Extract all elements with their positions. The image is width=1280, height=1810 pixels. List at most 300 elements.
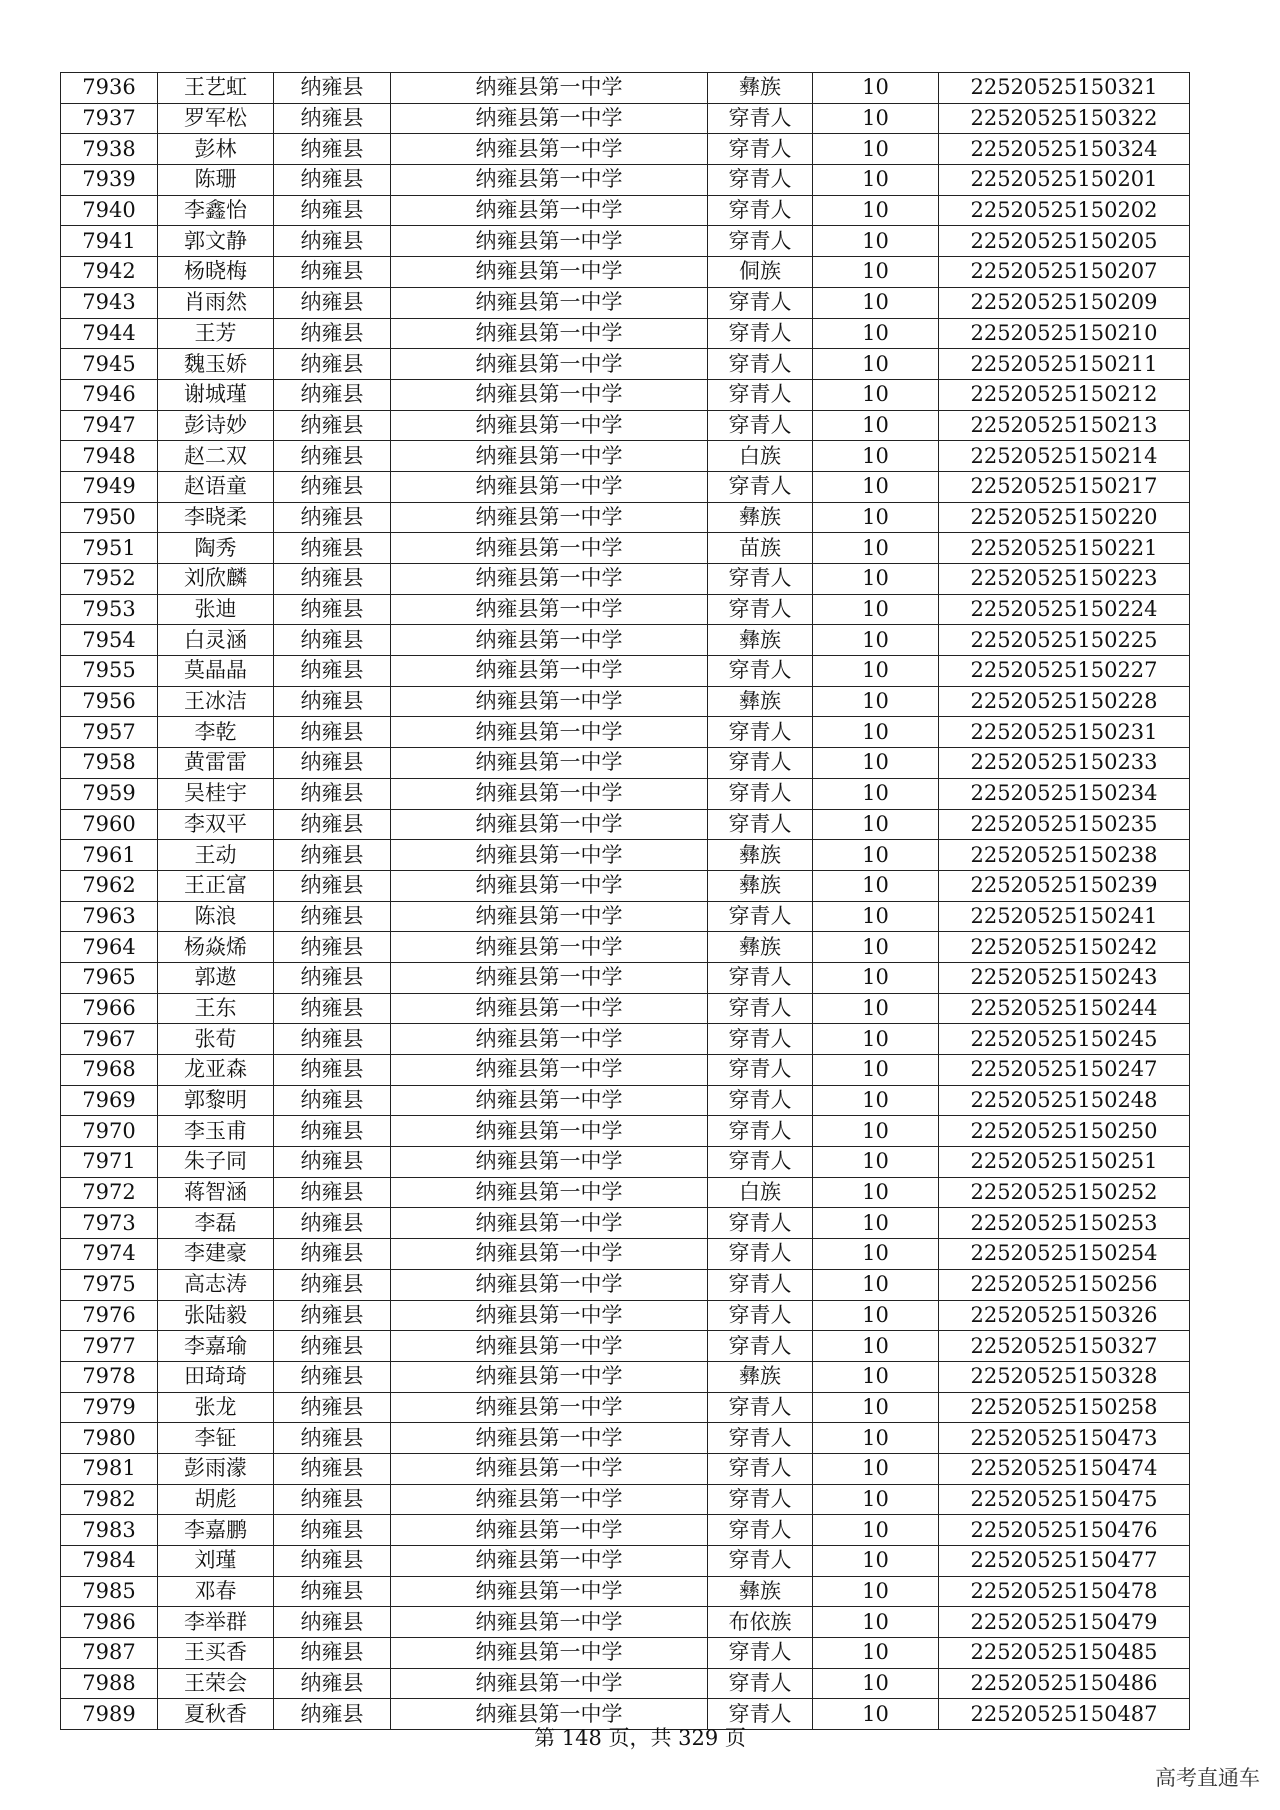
cell-ethnicity: 穿青人 xyxy=(708,165,813,196)
cell-score: 10 xyxy=(813,379,939,410)
cell-number: 7954 xyxy=(61,625,158,656)
cell-number: 7965 xyxy=(61,962,158,993)
cell-county: 纳雍县 xyxy=(274,441,391,472)
cell-name: 王买香 xyxy=(158,1638,274,1669)
cell-name: 陶秀 xyxy=(158,533,274,564)
cell-school: 纳雍县第一中学 xyxy=(391,1484,708,1515)
cell-number: 7976 xyxy=(61,1300,158,1331)
cell-school: 纳雍县第一中学 xyxy=(391,962,708,993)
table-row xyxy=(61,686,1190,717)
table-row xyxy=(61,1300,1190,1331)
cell-number: 7982 xyxy=(61,1484,158,1515)
table-row xyxy=(61,134,1190,165)
cell-school: 纳雍县第一中学 xyxy=(391,1392,708,1423)
cell-score: 10 xyxy=(813,1208,939,1239)
cell-score: 10 xyxy=(813,717,939,748)
table-row xyxy=(61,717,1190,748)
table-row xyxy=(61,778,1190,809)
cell-exam-id: 22520525150473 xyxy=(939,1423,1190,1454)
cell-number: 7949 xyxy=(61,471,158,502)
table-row xyxy=(61,1239,1190,1270)
cell-ethnicity: 穿青人 xyxy=(708,778,813,809)
cell-ethnicity: 穿青人 xyxy=(708,1668,813,1699)
cell-exam-id: 22520525150231 xyxy=(939,717,1190,748)
cell-ethnicity: 白族 xyxy=(708,1177,813,1208)
cell-school: 纳雍县第一中学 xyxy=(391,134,708,165)
cell-number: 7939 xyxy=(61,165,158,196)
cell-county: 纳雍县 xyxy=(274,379,391,410)
cell-school: 纳雍县第一中学 xyxy=(391,809,708,840)
cell-county: 纳雍县 xyxy=(274,134,391,165)
cell-score: 10 xyxy=(813,1177,939,1208)
cell-exam-id: 22520525150217 xyxy=(939,471,1190,502)
cell-school: 纳雍县第一中学 xyxy=(391,1208,708,1239)
cell-name: 郭黎明 xyxy=(158,1085,274,1116)
cell-county: 纳雍县 xyxy=(274,1638,391,1669)
cell-name: 张迪 xyxy=(158,594,274,625)
cell-school: 纳雍县第一中学 xyxy=(391,594,708,625)
table-row xyxy=(61,840,1190,871)
cell-ethnicity: 彝族 xyxy=(708,1576,813,1607)
cell-number: 7972 xyxy=(61,1177,158,1208)
cell-county: 纳雍县 xyxy=(274,748,391,779)
cell-name: 王冰洁 xyxy=(158,686,274,717)
table-row xyxy=(61,1331,1190,1362)
cell-ethnicity: 穿青人 xyxy=(708,901,813,932)
cell-name: 刘欣麟 xyxy=(158,564,274,595)
cell-exam-id: 22520525150223 xyxy=(939,564,1190,595)
cell-school: 纳雍县第一中学 xyxy=(391,1116,708,1147)
cell-number: 7951 xyxy=(61,533,158,564)
cell-school: 纳雍县第一中学 xyxy=(391,1546,708,1577)
table-row xyxy=(61,1147,1190,1178)
cell-number: 7963 xyxy=(61,901,158,932)
cell-school: 纳雍县第一中学 xyxy=(391,410,708,441)
cell-exam-id: 22520525150245 xyxy=(939,1024,1190,1055)
cell-name: 李钲 xyxy=(158,1423,274,1454)
cell-county: 纳雍县 xyxy=(274,1515,391,1546)
cell-exam-id: 22520525150202 xyxy=(939,195,1190,226)
cell-score: 10 xyxy=(813,195,939,226)
cell-exam-id: 22520525150221 xyxy=(939,533,1190,564)
cell-name: 李鑫怡 xyxy=(158,195,274,226)
cell-school: 纳雍县第一中学 xyxy=(391,502,708,533)
cell-county: 纳雍县 xyxy=(274,870,391,901)
table-row xyxy=(61,318,1190,349)
cell-name: 白灵涵 xyxy=(158,625,274,656)
cell-name: 李晓柔 xyxy=(158,502,274,533)
cell-county: 纳雍县 xyxy=(274,625,391,656)
cell-ethnicity: 穿青人 xyxy=(708,1300,813,1331)
cell-name: 赵二双 xyxy=(158,441,274,472)
cell-name: 赵语童 xyxy=(158,471,274,502)
cell-ethnicity: 彝族 xyxy=(708,932,813,963)
table-row xyxy=(61,103,1190,134)
cell-number: 7938 xyxy=(61,134,158,165)
cell-number: 7962 xyxy=(61,870,158,901)
cell-school: 纳雍县第一中学 xyxy=(391,1055,708,1086)
cell-county: 纳雍县 xyxy=(274,1607,391,1638)
cell-exam-id: 22520525150254 xyxy=(939,1239,1190,1270)
cell-school: 纳雍县第一中学 xyxy=(391,932,708,963)
cell-exam-id: 22520525150248 xyxy=(939,1085,1190,1116)
cell-name: 彭雨濛 xyxy=(158,1453,274,1484)
cell-county: 纳雍县 xyxy=(274,656,391,687)
cell-number: 7956 xyxy=(61,686,158,717)
cell-number: 7970 xyxy=(61,1116,158,1147)
cell-county: 纳雍县 xyxy=(274,901,391,932)
cell-ethnicity: 穿青人 xyxy=(708,134,813,165)
cell-county: 纳雍县 xyxy=(274,594,391,625)
cell-number: 7988 xyxy=(61,1668,158,1699)
cell-number: 7953 xyxy=(61,594,158,625)
table-row xyxy=(61,410,1190,441)
cell-school: 纳雍县第一中学 xyxy=(391,318,708,349)
cell-number: 7975 xyxy=(61,1269,158,1300)
cell-name: 龙亚森 xyxy=(158,1055,274,1086)
cell-ethnicity: 穿青人 xyxy=(708,748,813,779)
cell-county: 纳雍县 xyxy=(274,226,391,257)
cell-score: 10 xyxy=(813,1668,939,1699)
cell-score: 10 xyxy=(813,165,939,196)
cell-name: 罗军松 xyxy=(158,103,274,134)
table-row xyxy=(61,1607,1190,1638)
cell-number: 7986 xyxy=(61,1607,158,1638)
cell-number: 7942 xyxy=(61,257,158,288)
cell-county: 纳雍县 xyxy=(274,1177,391,1208)
cell-score: 10 xyxy=(813,1576,939,1607)
table-row xyxy=(61,1638,1190,1669)
cell-name: 夏秋香 xyxy=(158,1699,274,1730)
cell-exam-id: 22520525150487 xyxy=(939,1699,1190,1730)
cell-school: 纳雍县第一中学 xyxy=(391,379,708,410)
cell-school: 纳雍县第一中学 xyxy=(391,441,708,472)
cell-school: 纳雍县第一中学 xyxy=(391,73,708,104)
cell-ethnicity: 彝族 xyxy=(708,840,813,871)
cell-school: 纳雍县第一中学 xyxy=(391,993,708,1024)
table-row xyxy=(61,962,1190,993)
cell-county: 纳雍县 xyxy=(274,1208,391,1239)
cell-county: 纳雍县 xyxy=(274,73,391,104)
cell-name: 李磊 xyxy=(158,1208,274,1239)
cell-name: 李乾 xyxy=(158,717,274,748)
cell-name: 吴桂宇 xyxy=(158,778,274,809)
cell-number: 7987 xyxy=(61,1638,158,1669)
cell-exam-id: 22520525150211 xyxy=(939,349,1190,380)
cell-name: 王艺虹 xyxy=(158,73,274,104)
cell-name: 王芳 xyxy=(158,318,274,349)
table-row xyxy=(61,1085,1190,1116)
cell-exam-id: 22520525150228 xyxy=(939,686,1190,717)
cell-exam-id: 22520525150252 xyxy=(939,1177,1190,1208)
cell-number: 7943 xyxy=(61,287,158,318)
roster-body xyxy=(61,73,1190,1730)
cell-exam-id: 22520525150253 xyxy=(939,1208,1190,1239)
cell-name: 肖雨然 xyxy=(158,287,274,318)
cell-number: 7971 xyxy=(61,1147,158,1178)
table-row xyxy=(61,901,1190,932)
cell-ethnicity: 侗族 xyxy=(708,257,813,288)
cell-ethnicity: 布依族 xyxy=(708,1607,813,1638)
table-row xyxy=(61,564,1190,595)
table-row xyxy=(61,748,1190,779)
table-row xyxy=(61,594,1190,625)
cell-school: 纳雍县第一中学 xyxy=(391,1269,708,1300)
table-row xyxy=(61,625,1190,656)
cell-number: 7946 xyxy=(61,379,158,410)
cell-score: 10 xyxy=(813,962,939,993)
cell-number: 7941 xyxy=(61,226,158,257)
cell-county: 纳雍县 xyxy=(274,1116,391,1147)
cell-ethnicity: 穿青人 xyxy=(708,564,813,595)
table-row xyxy=(61,1055,1190,1086)
cell-exam-id: 22520525150210 xyxy=(939,318,1190,349)
cell-number: 7983 xyxy=(61,1515,158,1546)
cell-exam-id: 22520525150242 xyxy=(939,932,1190,963)
cell-score: 10 xyxy=(813,1085,939,1116)
cell-ethnicity: 穿青人 xyxy=(708,103,813,134)
cell-score: 10 xyxy=(813,1116,939,1147)
cell-school: 纳雍县第一中学 xyxy=(391,656,708,687)
cell-ethnicity: 苗族 xyxy=(708,533,813,564)
cell-ethnicity: 穿青人 xyxy=(708,1269,813,1300)
cell-number: 7989 xyxy=(61,1699,158,1730)
table-row xyxy=(61,932,1190,963)
cell-number: 7945 xyxy=(61,349,158,380)
cell-score: 10 xyxy=(813,533,939,564)
cell-name: 王荣会 xyxy=(158,1668,274,1699)
cell-score: 10 xyxy=(813,1699,939,1730)
cell-county: 纳雍县 xyxy=(274,1300,391,1331)
cell-name: 莫晶晶 xyxy=(158,656,274,687)
cell-exam-id: 22520525150207 xyxy=(939,257,1190,288)
cell-score: 10 xyxy=(813,1239,939,1270)
cell-name: 杨晓梅 xyxy=(158,257,274,288)
cell-school: 纳雍县第一中学 xyxy=(391,533,708,564)
cell-school: 纳雍县第一中学 xyxy=(391,1300,708,1331)
cell-county: 纳雍县 xyxy=(274,840,391,871)
cell-number: 7964 xyxy=(61,932,158,963)
cell-county: 纳雍县 xyxy=(274,195,391,226)
table-row xyxy=(61,993,1190,1024)
cell-school: 纳雍县第一中学 xyxy=(391,1361,708,1392)
table-row xyxy=(61,1116,1190,1147)
cell-number: 7960 xyxy=(61,809,158,840)
table-row xyxy=(61,656,1190,687)
cell-ethnicity: 穿青人 xyxy=(708,1392,813,1423)
cell-number: 7955 xyxy=(61,656,158,687)
cell-number: 7957 xyxy=(61,717,158,748)
cell-school: 纳雍县第一中学 xyxy=(391,1699,708,1730)
cell-county: 纳雍县 xyxy=(274,103,391,134)
cell-number: 7958 xyxy=(61,748,158,779)
table-row xyxy=(61,1423,1190,1454)
cell-school: 纳雍县第一中学 xyxy=(391,564,708,595)
cell-exam-id: 22520525150324 xyxy=(939,134,1190,165)
cell-exam-id: 22520525150235 xyxy=(939,809,1190,840)
cell-county: 纳雍县 xyxy=(274,318,391,349)
cell-score: 10 xyxy=(813,1055,939,1086)
cell-ethnicity: 穿青人 xyxy=(708,1699,813,1730)
cell-name: 邓春 xyxy=(158,1576,274,1607)
cell-score: 10 xyxy=(813,257,939,288)
cell-exam-id: 22520525150321 xyxy=(939,73,1190,104)
cell-score: 10 xyxy=(813,1638,939,1669)
table-row xyxy=(61,1361,1190,1392)
cell-school: 纳雍县第一中学 xyxy=(391,226,708,257)
cell-score: 10 xyxy=(813,1331,939,1362)
cell-exam-id: 22520525150224 xyxy=(939,594,1190,625)
cell-score: 10 xyxy=(813,993,939,1024)
cell-exam-id: 22520525150220 xyxy=(939,502,1190,533)
cell-ethnicity: 穿青人 xyxy=(708,1515,813,1546)
cell-number: 7940 xyxy=(61,195,158,226)
cell-exam-id: 22520525150328 xyxy=(939,1361,1190,1392)
cell-score: 10 xyxy=(813,441,939,472)
cell-score: 10 xyxy=(813,594,939,625)
cell-name: 杨焱烯 xyxy=(158,932,274,963)
cell-ethnicity: 穿青人 xyxy=(708,656,813,687)
cell-exam-id: 22520525150213 xyxy=(939,410,1190,441)
cell-name: 彭林 xyxy=(158,134,274,165)
table-row xyxy=(61,1484,1190,1515)
cell-exam-id: 22520525150209 xyxy=(939,287,1190,318)
cell-score: 10 xyxy=(813,656,939,687)
cell-name: 朱子同 xyxy=(158,1147,274,1178)
cell-score: 10 xyxy=(813,1300,939,1331)
cell-school: 纳雍县第一中学 xyxy=(391,471,708,502)
cell-county: 纳雍县 xyxy=(274,686,391,717)
cell-county: 纳雍县 xyxy=(274,471,391,502)
cell-name: 胡彪 xyxy=(158,1484,274,1515)
cell-score: 10 xyxy=(813,410,939,441)
cell-ethnicity: 穿青人 xyxy=(708,318,813,349)
cell-county: 纳雍县 xyxy=(274,287,391,318)
cell-exam-id: 22520525150475 xyxy=(939,1484,1190,1515)
cell-score: 10 xyxy=(813,1546,939,1577)
cell-score: 10 xyxy=(813,103,939,134)
cell-score: 10 xyxy=(813,840,939,871)
cell-exam-id: 22520525150322 xyxy=(939,103,1190,134)
cell-score: 10 xyxy=(813,932,939,963)
cell-exam-id: 22520525150256 xyxy=(939,1269,1190,1300)
cell-score: 10 xyxy=(813,870,939,901)
cell-school: 纳雍县第一中学 xyxy=(391,748,708,779)
cell-number: 7936 xyxy=(61,73,158,104)
cell-number: 7980 xyxy=(61,1423,158,1454)
cell-school: 纳雍县第一中学 xyxy=(391,625,708,656)
cell-ethnicity: 穿青人 xyxy=(708,287,813,318)
cell-exam-id: 22520525150478 xyxy=(939,1576,1190,1607)
cell-ethnicity: 穿青人 xyxy=(708,1331,813,1362)
cell-name: 王东 xyxy=(158,993,274,1024)
table-row xyxy=(61,1177,1190,1208)
cell-school: 纳雍县第一中学 xyxy=(391,1331,708,1362)
cell-county: 纳雍县 xyxy=(274,717,391,748)
cell-score: 10 xyxy=(813,134,939,165)
cell-number: 7967 xyxy=(61,1024,158,1055)
cell-county: 纳雍县 xyxy=(274,993,391,1024)
cell-school: 纳雍县第一中学 xyxy=(391,1177,708,1208)
table-row xyxy=(61,1208,1190,1239)
cell-name: 郭遨 xyxy=(158,962,274,993)
cell-exam-id: 22520525150479 xyxy=(939,1607,1190,1638)
cell-exam-id: 22520525150486 xyxy=(939,1668,1190,1699)
cell-ethnicity: 彝族 xyxy=(708,73,813,104)
table-row xyxy=(61,1024,1190,1055)
cell-name: 陈珊 xyxy=(158,165,274,196)
cell-exam-id: 22520525150238 xyxy=(939,840,1190,871)
cell-ethnicity: 穿青人 xyxy=(708,809,813,840)
cell-ethnicity: 穿青人 xyxy=(708,410,813,441)
cell-exam-id: 22520525150477 xyxy=(939,1546,1190,1577)
cell-exam-id: 22520525150258 xyxy=(939,1392,1190,1423)
cell-score: 10 xyxy=(813,1024,939,1055)
cell-county: 纳雍县 xyxy=(274,962,391,993)
cell-school: 纳雍县第一中学 xyxy=(391,1576,708,1607)
table-row xyxy=(61,1392,1190,1423)
cell-ethnicity: 穿青人 xyxy=(708,1147,813,1178)
cell-ethnicity: 彝族 xyxy=(708,870,813,901)
table-row xyxy=(61,226,1190,257)
cell-name: 王动 xyxy=(158,840,274,871)
table-row xyxy=(61,870,1190,901)
cell-ethnicity: 穿青人 xyxy=(708,1085,813,1116)
table-row xyxy=(61,502,1190,533)
cell-ethnicity: 穿青人 xyxy=(708,1116,813,1147)
cell-county: 纳雍县 xyxy=(274,1147,391,1178)
cell-ethnicity: 穿青人 xyxy=(708,962,813,993)
page-number: 第 148 页，共 329 页 xyxy=(534,1726,746,1750)
cell-name: 高志涛 xyxy=(158,1269,274,1300)
cell-exam-id: 22520525150225 xyxy=(939,625,1190,656)
cell-name: 李双平 xyxy=(158,809,274,840)
table-row xyxy=(61,379,1190,410)
cell-county: 纳雍县 xyxy=(274,1269,391,1300)
cell-county: 纳雍县 xyxy=(274,1423,391,1454)
cell-school: 纳雍县第一中学 xyxy=(391,1515,708,1546)
cell-county: 纳雍县 xyxy=(274,1546,391,1577)
cell-name: 李嘉瑜 xyxy=(158,1331,274,1362)
cell-number: 7966 xyxy=(61,993,158,1024)
cell-name: 李玉甫 xyxy=(158,1116,274,1147)
cell-exam-id: 22520525150233 xyxy=(939,748,1190,779)
cell-number: 7977 xyxy=(61,1331,158,1362)
table-row xyxy=(61,1576,1190,1607)
cell-exam-id: 22520525150326 xyxy=(939,1300,1190,1331)
cell-county: 纳雍县 xyxy=(274,533,391,564)
table-row xyxy=(61,471,1190,502)
cell-ethnicity: 彝族 xyxy=(708,502,813,533)
cell-ethnicity: 白族 xyxy=(708,441,813,472)
cell-ethnicity: 穿青人 xyxy=(708,226,813,257)
cell-name: 张陆毅 xyxy=(158,1300,274,1331)
table-row xyxy=(61,1453,1190,1484)
cell-score: 10 xyxy=(813,318,939,349)
cell-county: 纳雍县 xyxy=(274,1239,391,1270)
cell-number: 7948 xyxy=(61,441,158,472)
cell-school: 纳雍县第一中学 xyxy=(391,686,708,717)
cell-score: 10 xyxy=(813,349,939,380)
cell-county: 纳雍县 xyxy=(274,1668,391,1699)
cell-school: 纳雍县第一中学 xyxy=(391,103,708,134)
cell-school: 纳雍县第一中学 xyxy=(391,840,708,871)
cell-name: 王正富 xyxy=(158,870,274,901)
cell-county: 纳雍县 xyxy=(274,1331,391,1362)
cell-county: 纳雍县 xyxy=(274,932,391,963)
cell-score: 10 xyxy=(813,809,939,840)
cell-score: 10 xyxy=(813,1515,939,1546)
